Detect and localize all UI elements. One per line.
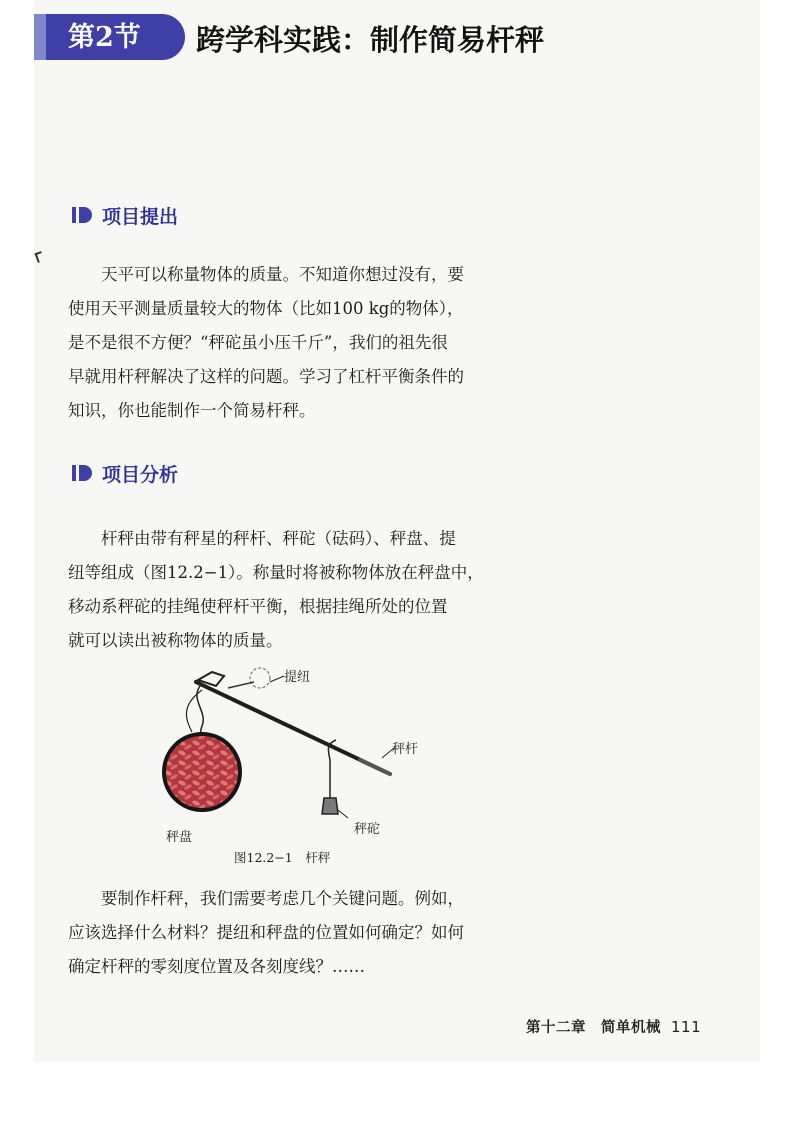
steelyard-figure bbox=[150, 660, 430, 860]
paragraph-project-proposal bbox=[68, 258, 520, 428]
page-number: 111 bbox=[671, 1018, 702, 1036]
text-line: 要制作杆秤，我们需要考虑几个关键问题。例如， bbox=[68, 889, 464, 908]
text-line: 使用天平测量质量较大的物体（比如100 kg的物体）， bbox=[68, 299, 464, 318]
page-footer bbox=[526, 1016, 701, 1037]
text-line: 就可以读出被称物体的质量。 bbox=[68, 631, 283, 650]
paragraph-project-analysis bbox=[68, 522, 520, 658]
section-marker-icon bbox=[72, 464, 94, 482]
section-heading-text: 项目提出 bbox=[102, 205, 179, 228]
text-line: 杆秤由带有秤星的秤杆、秤砣（砝码）、秤盘、提 bbox=[68, 529, 456, 548]
text-line: 应该选择什么材料？提纽和秤盘的位置如何确定？如何 bbox=[68, 923, 464, 942]
section-label: 第2节 bbox=[68, 22, 141, 53]
label-pan: 秤盘 bbox=[166, 830, 193, 845]
text-line: 早就用杆秤解决了这样的问题。学习了杠杆平衡条件的 bbox=[68, 367, 464, 386]
text-line: 确定杆秤的零刻度位置及各刻度线？…… bbox=[68, 957, 365, 976]
label-handle: 提纽 bbox=[284, 670, 311, 685]
text-line: 纽等组成（图12.2−1）。称量时将被称物体放在秤盘中， bbox=[68, 563, 484, 582]
scale-weight bbox=[322, 798, 338, 814]
section-heading-project-analysis bbox=[72, 458, 178, 488]
scale-pan bbox=[164, 734, 240, 810]
footer-chapter: 第十二章 简单机械 bbox=[526, 1019, 661, 1036]
label-beam: 秤杆 bbox=[392, 742, 419, 757]
section-heading-text: 项目分析 bbox=[102, 463, 179, 486]
figure-caption: 图12.2−1 杆秤 bbox=[234, 850, 331, 865]
paragraph-closing bbox=[68, 882, 520, 984]
section-marker-icon bbox=[72, 206, 94, 224]
handle-loop bbox=[250, 668, 270, 688]
text-line: 移动系秤砣的挂绳使秤杆平衡，根据挂绳所处的位置 bbox=[68, 597, 448, 616]
text-line: 知识，你也能制作一个简易杆秤。 bbox=[68, 401, 316, 420]
page-title: 跨学科实践：制作简易杆秤 bbox=[196, 23, 545, 57]
label-weight: 秤砣 bbox=[354, 822, 381, 837]
section-heading-project-proposal bbox=[72, 200, 178, 230]
text-line: 天平可以称量物体的质量。不知道你想过没有，要 bbox=[68, 265, 464, 284]
text-line: 是不是很不方便？“秤砣虽小压千斤”，我们的祖先很 bbox=[68, 333, 448, 352]
